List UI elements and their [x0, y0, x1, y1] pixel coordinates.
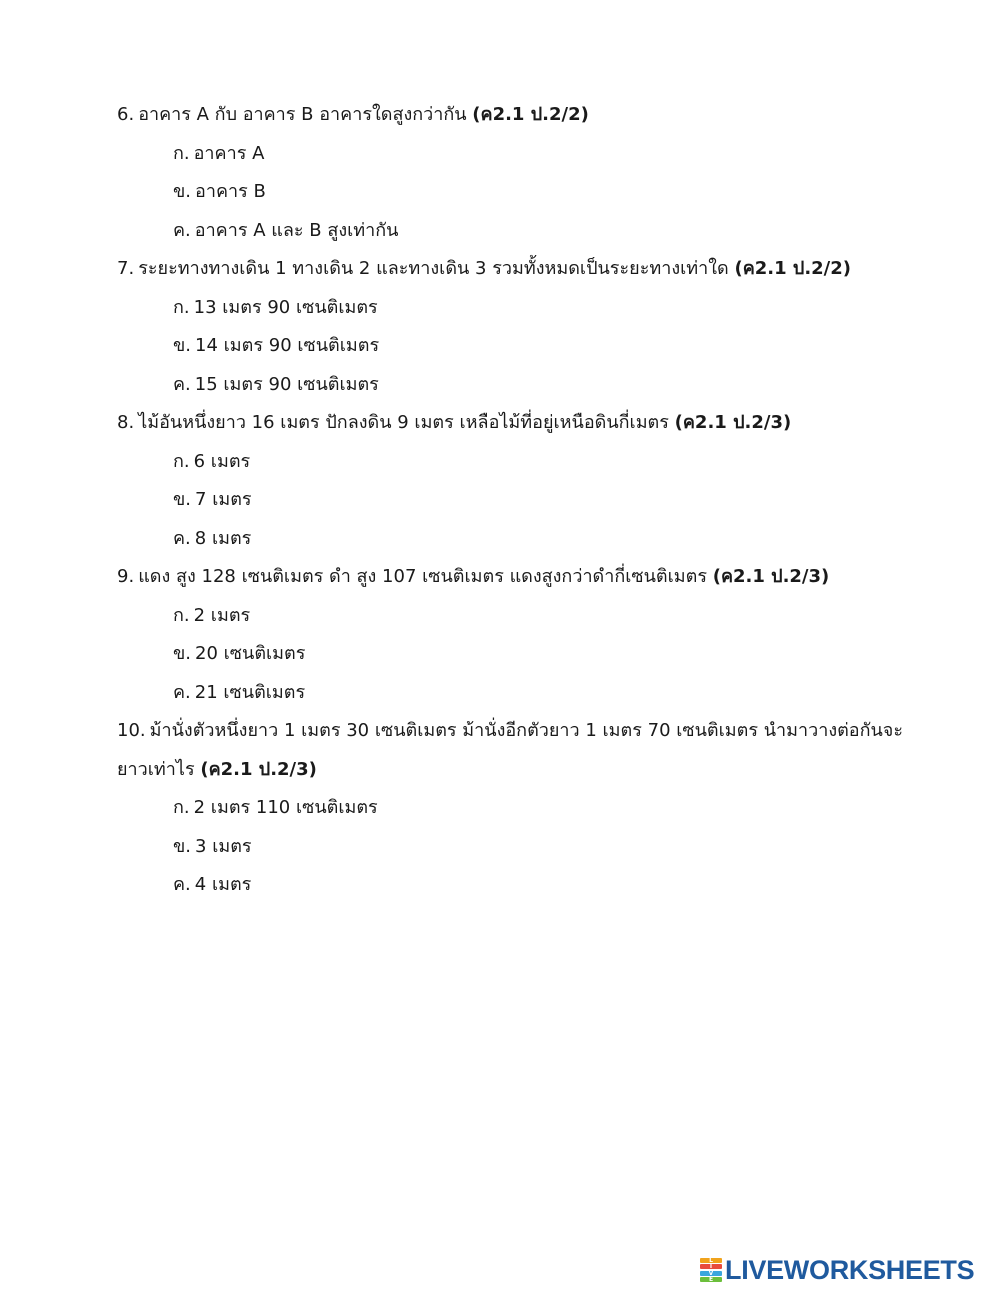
option-b[interactable] [117, 828, 907, 867]
question-10-text-line1 [117, 712, 907, 751]
question-6 [117, 96, 907, 250]
question-10-options [117, 789, 907, 905]
option-b[interactable] [117, 327, 907, 366]
question-body: ระยะทางทางเดิน 1 ทางเดิน 2 และทางเดิน 3 รวมทั้งหมดเป็นระยะทางเท่าใด [138, 258, 729, 279]
logo-letter: V [700, 1271, 722, 1276]
option-text: 21 เซนติเมตร [194, 681, 306, 703]
option-text: อาคาร A และ B สูงเท่ากัน [194, 219, 399, 241]
question-7-options [117, 289, 907, 405]
logo-letter: E [700, 1277, 722, 1282]
option-text: 14 เมตร 90 เซนติเมตร [195, 335, 380, 356]
option-b[interactable] [117, 635, 907, 674]
option-letter: ค. [173, 874, 191, 895]
option-c[interactable] [117, 674, 907, 713]
option-letter: ข. [173, 335, 192, 356]
question-10 [117, 712, 907, 905]
option-text: อาคาร A [193, 142, 265, 164]
option-text: 6 เมตร [193, 450, 251, 472]
logo-letter: L [700, 1258, 722, 1263]
option-c[interactable] [117, 866, 907, 905]
question-number: 9. [117, 566, 135, 587]
option-a[interactable] [117, 789, 907, 828]
option-text: 4 เมตร [194, 874, 252, 895]
option-c[interactable] [117, 366, 907, 405]
question-body: ไม้อันหนึ่งยาว 16 เมตร ปักลงดิน 9 เมตร เหลือไม้ที่อยู่เหนือดินกี่เมตร [138, 412, 669, 433]
option-letter: ก. [173, 604, 190, 626]
brand-name: LIVEWORKSHEETS [725, 1254, 975, 1285]
curriculum-code: (ค2.1 ป.2/2) [734, 258, 852, 279]
option-c[interactable] [117, 212, 907, 251]
option-letter: ก. [173, 142, 190, 164]
curriculum-code: (ค2.1 ป.2/3) [712, 566, 830, 587]
option-b[interactable] [117, 481, 907, 520]
question-7-text [117, 250, 907, 289]
option-text: 15 เมตร 90 เซนติเมตร [194, 373, 379, 395]
curriculum-code: (ค2.1 ป.2/3) [200, 758, 317, 780]
option-text: 8 เมตร [194, 527, 252, 549]
option-letter: ก. [173, 450, 190, 472]
option-text: 3 เมตร [195, 835, 252, 857]
option-letter: ค. [173, 527, 191, 549]
option-letter: ค. [173, 373, 191, 395]
option-c[interactable] [117, 520, 907, 559]
option-letter: ข. [173, 643, 192, 664]
option-letter: ค. [173, 219, 191, 241]
option-a[interactable] [117, 443, 907, 482]
question-6-text [117, 96, 907, 135]
question-body-continued: ยาวเท่าไร [117, 758, 195, 780]
question-number: 6. [117, 104, 135, 125]
question-number: 10. [117, 720, 146, 741]
option-letter: ข. [173, 835, 192, 857]
question-9-options [117, 597, 907, 713]
question-number: 8. [117, 412, 135, 433]
curriculum-code: (ค2.1 ป.2/2) [472, 104, 589, 125]
option-letter: ค. [173, 681, 191, 703]
option-text: 20 เซนติเมตร [195, 643, 306, 664]
question-9 [117, 558, 907, 712]
question-10-text-line2 [117, 751, 907, 790]
question-8 [117, 404, 907, 558]
option-text: 2 เมตร [193, 604, 251, 626]
option-a[interactable] [117, 597, 907, 636]
option-text: 13 เมตร 90 เซนติเมตร [193, 296, 378, 318]
question-9-text [117, 558, 907, 597]
option-letter: ข. [173, 489, 192, 510]
curriculum-code: (ค2.1 ป.2/3) [674, 412, 792, 433]
option-text: 2 เมตร 110 เซนติเมตร [193, 797, 378, 818]
option-text: อาคาร B [195, 181, 266, 202]
option-letter: ก. [173, 296, 190, 318]
logo-letter: I [700, 1264, 722, 1269]
option-a[interactable] [117, 289, 907, 328]
question-body: อาคาร A กับ อาคาร B อาคารใดสูงกว่ากัน [138, 104, 467, 125]
option-a[interactable] [117, 135, 907, 174]
option-text: 7 เมตร [195, 489, 252, 510]
liveworksheets-brand [700, 1255, 974, 1285]
question-6-options [117, 135, 907, 251]
worksheet [117, 96, 907, 905]
option-b[interactable] [117, 173, 907, 212]
question-body: แดง สูง 128 เซนติเมตร ดำ สูง 107 เซนติเมตร แดงสูงกว่าดำกี่เซนติเมตร [138, 566, 707, 587]
question-body: ม้านั่งตัวหนึ่งยาว 1 เมตร 30 เซนติเมตร ม้านั่งอีกตัวยาว 1 เมตร 70 เซนติเมตร นำมาวางต่อกันจะ [149, 720, 904, 741]
question-7 [117, 250, 907, 404]
question-8-text [117, 404, 907, 443]
question-number: 7. [117, 258, 135, 279]
option-letter: ข. [173, 181, 192, 202]
question-8-options [117, 443, 907, 559]
liveworksheets-logo-icon [700, 1258, 722, 1282]
option-letter: ก. [173, 797, 190, 818]
